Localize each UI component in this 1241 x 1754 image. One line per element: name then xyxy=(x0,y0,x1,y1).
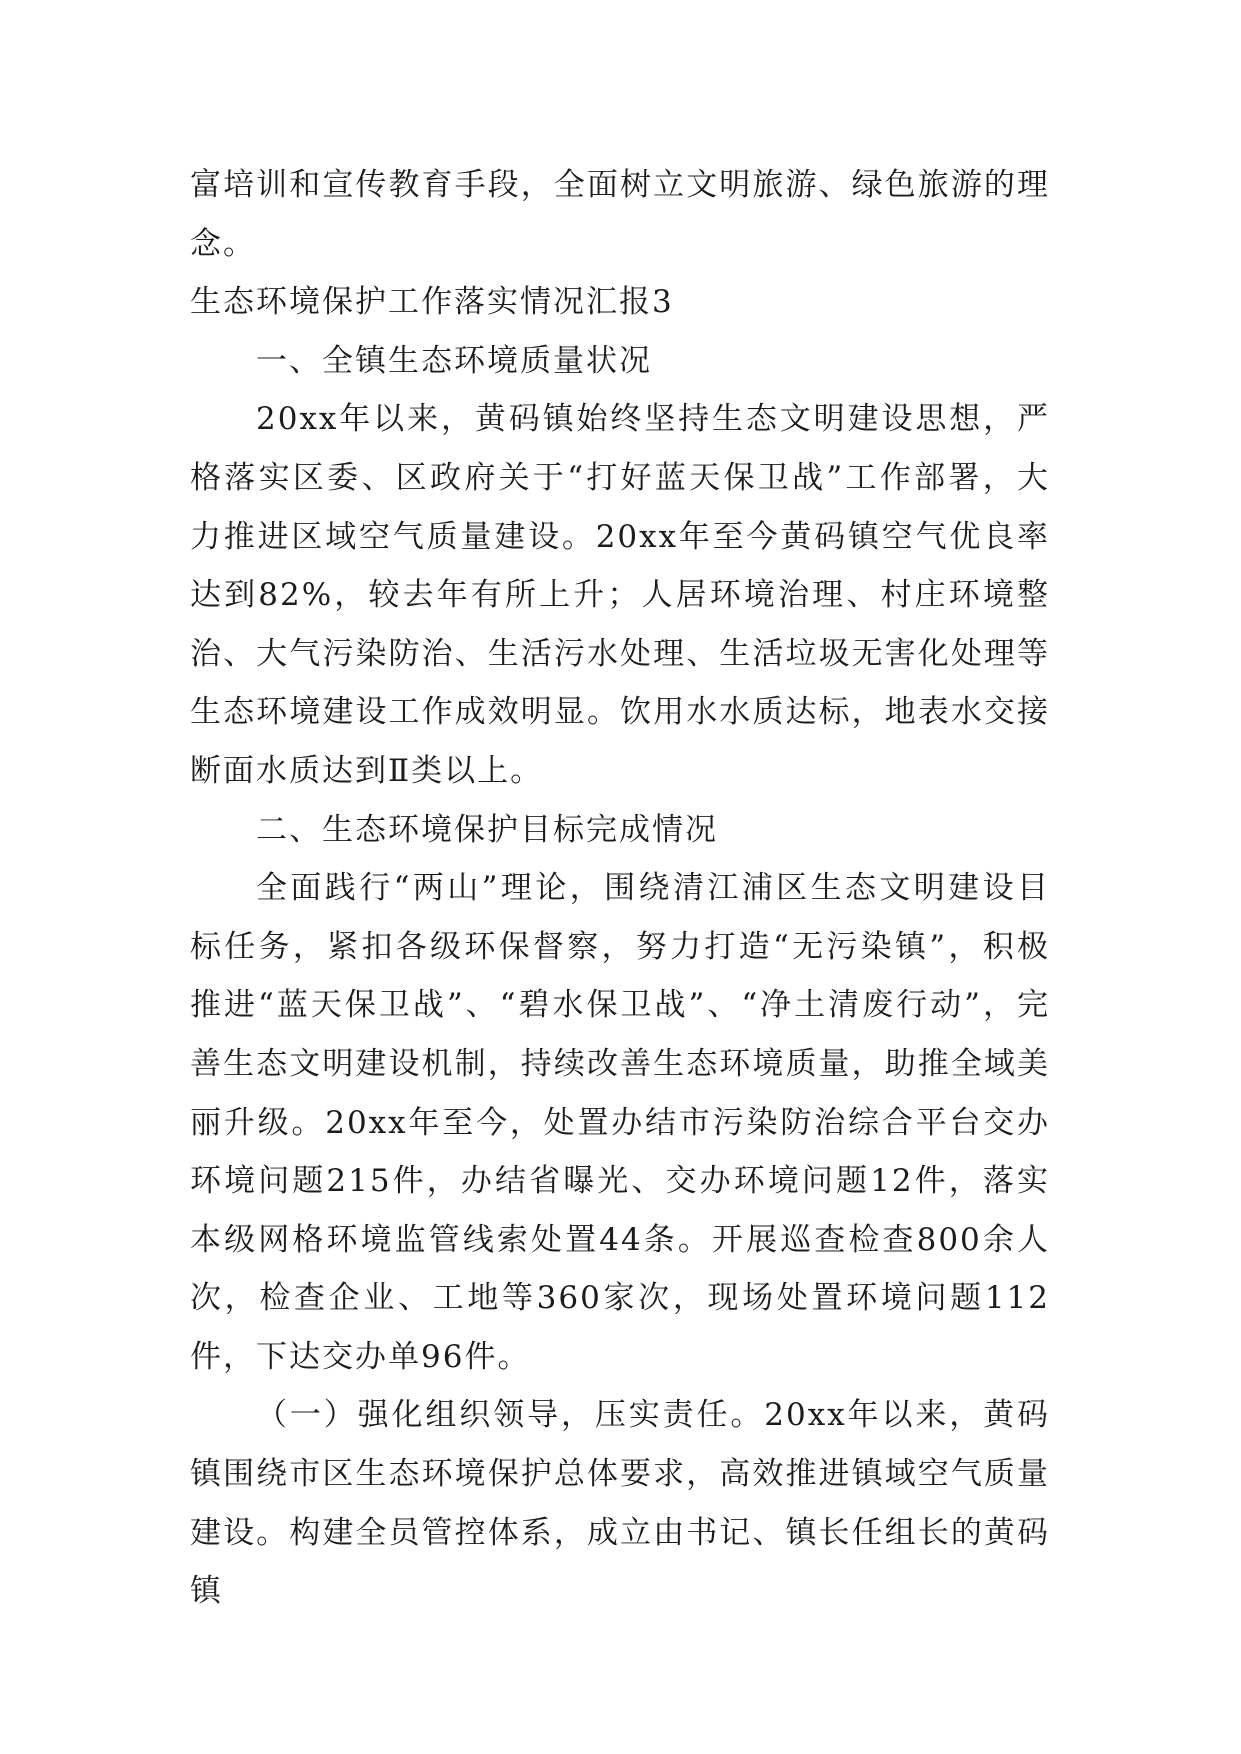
section-heading-1: 一、全镇生态环境质量状况 xyxy=(256,342,652,379)
paragraph-targets: 全面践行“两山”理论，围绕清江浦区生态文明建设目标任务，紧扣各级环保督察，努力打造“无污染镇”，积极推进“蓝天保卫战”、“碧水保卫战”、“净土清废行动”，完善生态文明建设机制，持续改善生态环境质量，助推全域美丽升级。20xx年至今，处置办结市污染防治综合平台交办环境问题215件，办结省曝光、交办环境问题12件，落实本级网格环境监管线索处置44条。开展巡查检查800余人次，检查企业、工地等360家次，现场处置环境问题112件，下达交办单96件。 xyxy=(190,870,1050,1375)
report-title: 生态环境保护工作落实情况汇报3 xyxy=(190,284,674,321)
paragraph-continuation: 富培训和宣传教育手段，全面树立文明旅游、绿色旅游的理念。 xyxy=(190,167,1050,262)
document-body xyxy=(190,156,1050,1621)
paragraph-organization: （一）强化组织领导，压实责任。20xx年以来，黄码镇围绕市区生态环境保护总体要求，高效推进镇域空气质量建设。构建全员管控体系，成立由书记、镇长任组长的黄码镇 xyxy=(190,1397,1050,1610)
paragraph-air-quality: 20xx年以来，黄码镇始终坚持生态文明建设思想，严格落实区委、区政府关于“打好蓝天保卫战”工作部署，大力推进区域空气质量建设。20xx年至今黄码镇空气优良率达到82%，较去年有所上升；人居环境治理、村庄环境整治、大气污染防治、生活污水处理、生活垃圾无害化处理等生态环境建设工作成效明显。饮用水水质达标，地表水交接断面水质达到Ⅱ类以上。 xyxy=(190,401,1050,789)
section-heading-2: 二、生态环境保护目标完成情况 xyxy=(256,811,718,848)
